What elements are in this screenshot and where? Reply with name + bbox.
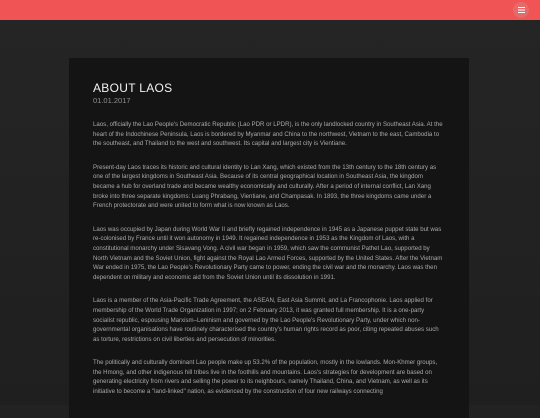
- page-background: [0, 20, 540, 405]
- article-body: [93, 120, 445, 397]
- hamburger-menu-icon: [518, 7, 525, 13]
- top-bar: [0, 0, 540, 20]
- article-paragraph: Present-day Laos traces its historic and cultural identity to Lan Xang, which existed from the 13th century to the 18th century as one of the largest kingdoms in Southeast Asia. Because of its central geographical location in Southeast Asia, the kingdom became a hub for overland trade and became wealthy economically and culturally. After a period of internal conflict, Lan Xang broke into three separate kingdoms: Luang Phrabang, Vientiane, and Champasak. In 1893, the three kingdoms came under a French protectorate and were united to form what is now known as Laos.: [93, 163, 437, 210]
- article-paragraph: The politically and culturally dominant Lao people make up 53.2% of the population, mostly in the lowlands. Mon-Khmer groups, the Hmong, and other indigenous hill tribes live in the foothills and mountains. Laos's strategies for development are based on generating electricity from rivers and selling the power to its neighbours, namely Thailand, China, and Vietnam, as well as its initiative to become a "land-linked" nation, as evidenced by the construction of four new railways connecting: [93, 359, 438, 396]
- article-paragraph: Laos is a member of the Asia-Pacific Trade Agreement, the ASEAN, East Asia Summit, and La Francophonie. Laos applied for membership of the World Trade Organization in 1997; on 2 February 2013, it was granted full membership. It is a one-party socialist republic, espousing Marxism–Leninism and governed by the Lao People's Revolutionary Party, under which non-governmental organisations have routinely characterised the country's human rights record as poor, citing repeated abuses such as torture, restrictions on civil liberties and persecution of minorities.: [93, 297, 439, 343]
- article-date: 01.01.2017: [93, 96, 131, 105]
- article-card: [69, 58, 469, 418]
- article-paragraph: Laos was occupied by Japan during World War II and briefly regained independence in 1945 as a Japanese puppet state but was re-colonised by France until it won autonomy in 1949. It regained independence in 1953 as the Kingdom of Laos, with a constitutional monarchy under Sisavang Vong. A civil war began in 1959, which saw the communist Pathet Lao, supported by North Vietnam and the Soviet Union, fight against the Royal Lao Armed Forces, supported by the United States. After the Vietnam War ended in 1975, the Lao People's Revolutionary Party came to power, ending the civil war and the monarchy. Laos was then dependent on military and economic aid from the Soviet Union until its dissolution in 1991.: [93, 225, 443, 281]
- article-paragraph: Laos, officially the Lao People's Democratic Republic (Lao PDR or LPDR), is the only landlocked country in Southeast Asia. At the heart of the Indochinese Peninsula, Laos is bordered by Myanmar and China to the northwest, Vietnam to the east, Cambodia to the southeast, and Thailand to the west and southwest. Its capital and largest city is Vientiane.: [93, 121, 443, 148]
- menu-button[interactable]: [513, 2, 529, 18]
- article-title: ABOUT LAOS: [93, 81, 173, 95]
